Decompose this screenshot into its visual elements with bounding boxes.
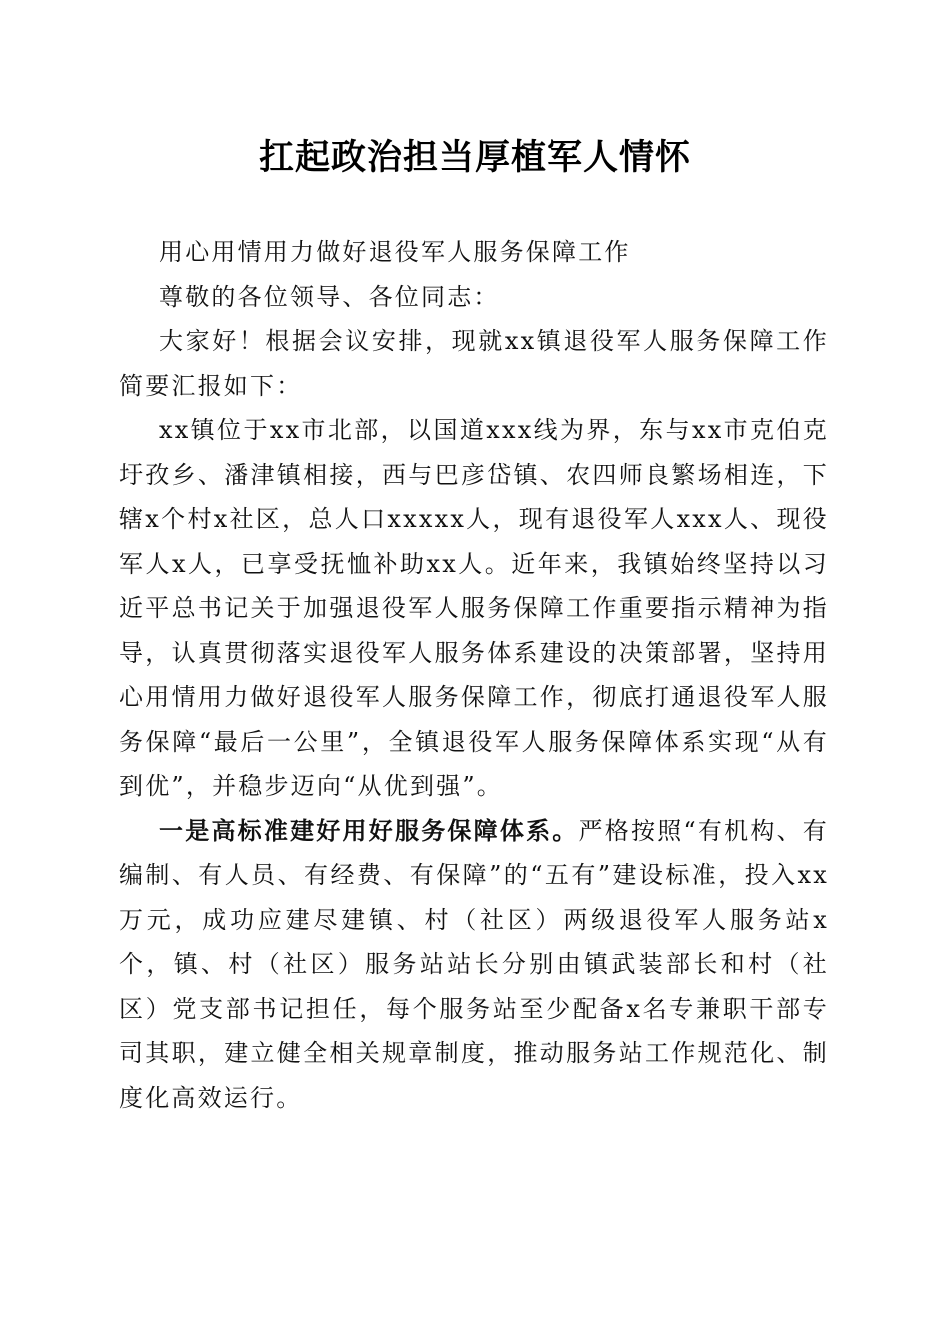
intro-paragraph: 大家好！根据会议安排，现就xx镇退役军人服务保障工作简要汇报如下：: [119, 327, 829, 400]
salutation-paragraph: 尊敬的各位领导、各位同志：: [159, 282, 500, 311]
section-one-heading: 一是高标准建好用好服务保障体系。: [159, 815, 579, 845]
section-one-text: 严格按照“有机构、有编制、有人员、有经费、有保障”的“五有”建设标准，投入xx万元，成功应建尽建镇、村（社区）两级退役军人服务站x个，镇、村（社区）服务站站长分别由镇武装部长和村（社区）党支部书记担任，每个服务站至少配备x名专兼职干部专司其职，建立健全相关规章制度，推动服务站工作规范化、制度化高效运行。: [119, 816, 829, 1112]
document-title: 扛起政治担当厚植军人情怀: [258, 137, 691, 178]
section-one-paragraph: [119, 809, 829, 1121]
document-body: [119, 230, 829, 1120]
subtitle-paragraph: 用心用情用力做好退役军人服务保障工作: [159, 238, 631, 266]
overview-paragraph: xx镇位于xx市北部，以国道xxx线为界，东与xx市克伯克圩孜乡、潘津镇相接，西与巴彦岱镇、农四师良繁场相连，下辖x个村x社区，总人口xxxxx人，现有退役军人xxx人、现役军人x人，已享受抚恤补助xx人。近年来，我镇始终坚持以习近平总书记关于加强退役军人服务保障工作重要指示精神为指导，认真贯彻落实退役军人服务体系建设的决策部署，坚持用心用情用力做好退役军人服务保障工作，彻底打通退役军人服务保障“最后一公里”，全镇退役军人服务保障体系实现“从有到优”，并稳步迈向“从优到强”。: [119, 416, 829, 800]
